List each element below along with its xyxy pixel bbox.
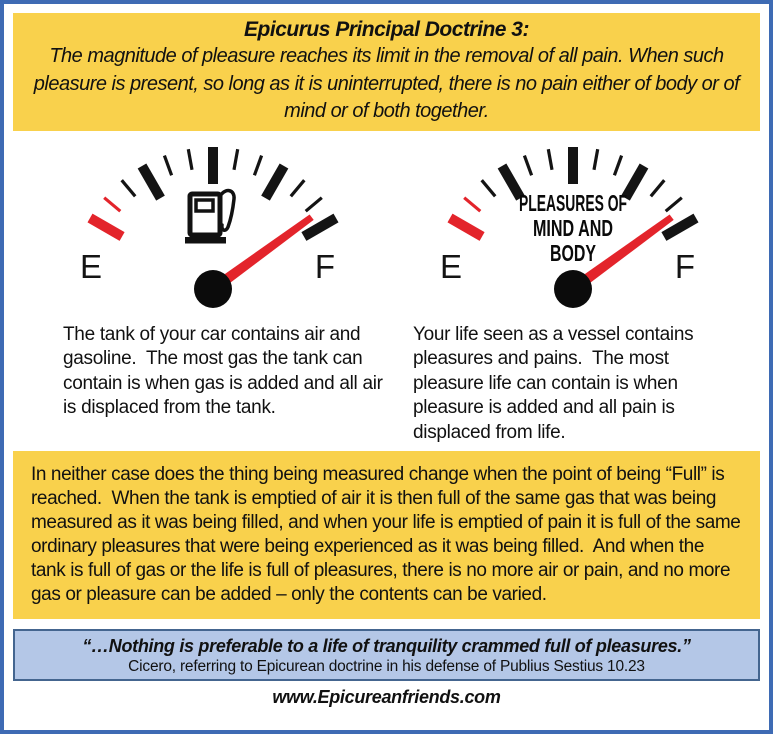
gauge-hub xyxy=(554,270,592,308)
pleasure-gauge xyxy=(413,141,753,319)
gauge-column-tank xyxy=(53,141,393,446)
explanation-box xyxy=(13,451,760,619)
gauge-center-text xyxy=(519,190,627,266)
fuel-gauge xyxy=(53,141,393,319)
empty-label: E xyxy=(439,247,463,285)
doctrine-body: The magnitude of pleasure reaches its limit in the removal of all pain. When such pleasure is present, so long as it is uninterrupted, there is no pain either of body or of mind or of both together. xyxy=(33,45,740,122)
center-text-line: MIND AND xyxy=(533,214,613,241)
full-label: F xyxy=(314,247,336,285)
gauge-column-life xyxy=(413,141,753,446)
gauges-row xyxy=(13,141,760,446)
life-caption: Your life seen as a vessel contains pleasures and pains. The most pleasure life can contain is when pleasure is added and all pain is displaced from life. xyxy=(413,323,699,443)
center-text-line: BODY xyxy=(550,239,596,266)
empty-label: E xyxy=(79,247,103,285)
site-url: www.Epicureanfriends.com xyxy=(272,687,501,707)
doctrine-box xyxy=(13,13,760,131)
quote-text: “…Nothing is preferable to a life of tranquility crammed full of pleasures.” xyxy=(82,636,691,656)
quote-box xyxy=(13,629,760,681)
fuel-pump-icon xyxy=(185,190,234,243)
full-label: F xyxy=(674,247,696,285)
gauge-hub xyxy=(194,270,232,308)
tank-caption: The tank of your car contains air and gasoline. The most gas the tank can contain is when gas is added and all air is displaced from the tank. xyxy=(63,323,388,418)
quote-attribution: Cicero, referring to Epicurean doctrine in his defense of Publius Sestius 10.23 xyxy=(128,658,645,675)
doctrine-title: Epicurus Principal Doctrine 3: xyxy=(244,18,529,41)
explanation-text: In neither case does the thing being measured change when the point of being “Full” is reached. When the tank is emptied of air it is then full of the same gas that was being measured as it was being filled, and when your life is emptied of pain it is full of the same ordinary pleasures that were being experienced as it was being filled. And when the tank is full of gas or the life is full of pleasures, there is no more air or pain, and no more gas or pleasure can be added – only the contents can be varied. xyxy=(31,464,746,605)
center-text-line: PLEASURES OF xyxy=(519,189,627,216)
